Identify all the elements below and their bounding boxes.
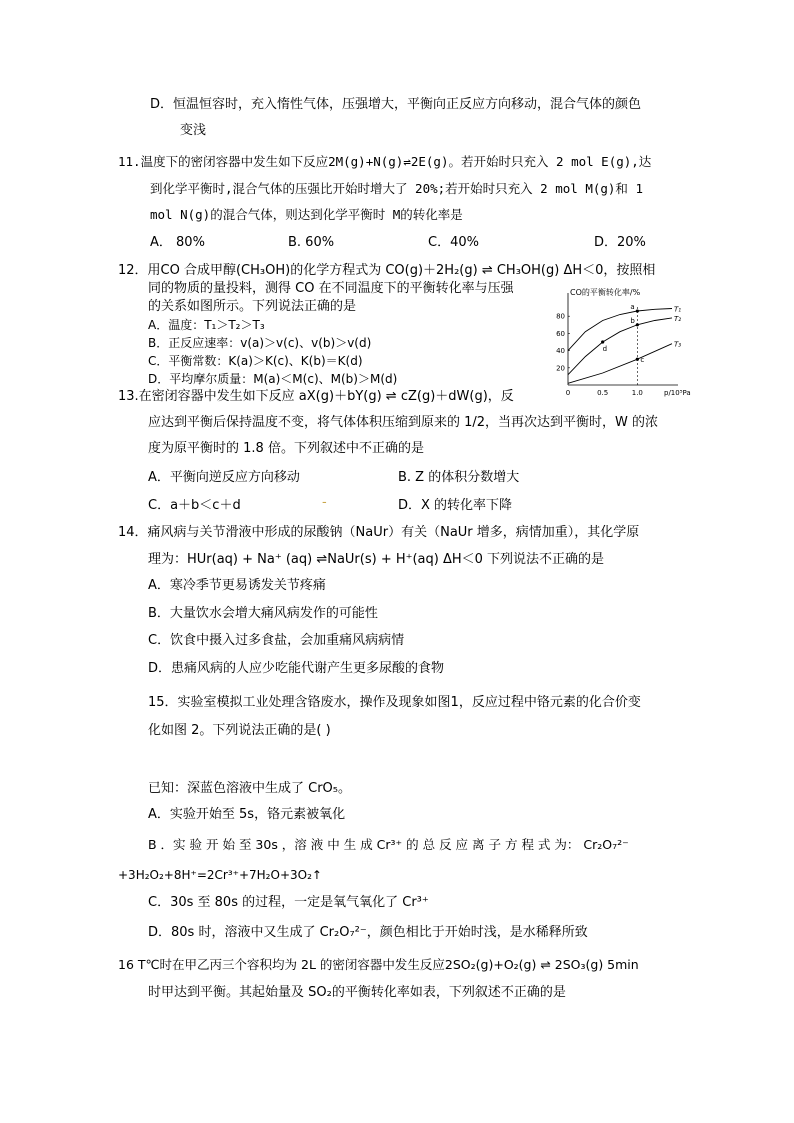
y-tick-label: 40 (556, 347, 565, 356)
q13-option-a: A．平衡向逆反应方向移动 (148, 470, 300, 485)
stray-dash-mark: - (322, 495, 327, 510)
q11-option-c: C．40% (428, 235, 479, 250)
q12-stem-line3: 的关系如图所示。下列说法正确的是 (148, 299, 357, 314)
q12-option-c: C．平衡常数：K(a)＞K(c)、K(b)＝K(d) (148, 354, 363, 368)
q13-stem-line2: 应达到平衡后保持温度不变，将气体体积压缩到原来的 1/2，当再次达到平衡时，W 的浓 (148, 415, 659, 430)
co-conversion-chart (548, 285, 691, 405)
q14-option-c: C．饮食中摄入过多食盐，会加重痛风病病情 (148, 633, 405, 648)
x-tick-label: 0 (565, 389, 571, 397)
q13-option-b: B. Z 的体积分数增大 (398, 470, 520, 485)
q15-known: 已知：深蓝色溶液中生成了 CrO₅。 (148, 781, 351, 796)
q11-stem-line3: mol N(g)的混合气体，则达到化学平衡时 M的转化率是 (150, 207, 463, 222)
q15-option-a: A．实验开始至 5s，铬元素被氧化 (148, 807, 346, 822)
q14-stem-line2: 理为：HUr(aq) + Na⁺ (aq) ⇌NaUr(s) + H⁺(aq) ΔH＜0 下列说法不正确的是 (148, 552, 605, 567)
q10-option-d-line1: D．恒温恒容时，充入惰性气体，压强增大，平衡向正反应方向移动，混合气体的颜色 (150, 97, 642, 112)
q15-stem-line2: 化如图 2。下列说法正确的是( ) (148, 723, 331, 738)
q13-stem-line1: 13.在密闭容器中发生如下反应 aX(g)＋bY(g) ⇌ cZ(g)＋dW(g)，反 (118, 389, 514, 404)
q14-option-b: B．大量饮水会增大痛风病发作的可能性 (148, 606, 378, 621)
point-d (601, 340, 604, 343)
q10-option-d-line2: 变浅 (180, 123, 207, 138)
q15-stem-line1: 15．实验室模拟工业处理含铬废水，操作及现象如图1，反应过程中铬元素的化合价变 (148, 695, 641, 710)
q13-option-d: D．X 的转化率下降 (398, 498, 513, 513)
q11-stem-line1: 11.温度下的密闭容器中发生如下反应2M(g)+N(g)⇌2E(g)。若开始时只充入 2 mol E(g),达 (118, 154, 652, 169)
q13-option-c: C．a＋b＜c＋d (148, 498, 241, 513)
q12-stem-line1: 12．用CO 合成甲醇(CH₃OH)的化学方程式为 CO(g)＋2H₂(g) ⇌ CH₃OH(g) ΔH＜0，按照相 (118, 263, 656, 278)
series-label-3: T₃ (674, 340, 682, 349)
series-line-3 (568, 344, 672, 384)
q11-option-a: A． 80% (150, 235, 205, 250)
q15-option-b-line2: +3H₂O₂+8H⁺=2Cr³⁺+7H₂O+3O₂↑ (118, 868, 322, 882)
q11-option-b: B. 60% (288, 235, 335, 250)
point-c (636, 358, 639, 361)
q14-option-a: A．寒冷季节更易诱发关节疼痛 (148, 578, 326, 593)
point-label-a: a (630, 303, 635, 312)
q12-option-d: D．平均摩尔质量：M(a)＜M(c)、M(b)＞M(d) (148, 372, 398, 386)
q11-option-d: D．20% (594, 235, 646, 250)
q14-stem-line1: 14．痛风病与关节滑液中形成的尿酸钠（NaUr）有关（NaUr 增多，病情加重），其化学原 (118, 525, 640, 540)
series-line-1 (568, 309, 672, 351)
point-b (636, 323, 639, 326)
point-label-d: d (602, 345, 608, 353)
q16-stem-line2: 时甲达到平衡。其起始量及 SO₂的平衡转化率如表，下列叙述不正确的是 (148, 985, 566, 1000)
q15-option-c: C．30s 至 80s 的过程，一定是氧气氧化了 Cr³⁺ (148, 895, 429, 910)
chart-title: CO的平衡转化率/% (570, 288, 641, 297)
point-label-c: c (640, 356, 645, 365)
series-label-2: T₂ (674, 314, 682, 323)
x-tick-label: 1.0 (631, 389, 643, 397)
q12-stem-line2: 同的物质的量投料，测得 CO 在不同温度下的平衡转化率与压强 (148, 281, 514, 296)
q15-option-b-line1: B ．实 验 开 始 至 30s ，溶 液 中 生 成 Cr³⁺ 的 总 反 应 离 子 方 程 式 为： Cr₂O₇²⁻ (148, 837, 629, 852)
y-tick-label: 60 (556, 329, 565, 338)
x-axis-label: p/10⁵Pa (664, 389, 691, 397)
q14-option-d: D．患痛风病的人应少吃能代谢产生更多尿酸的食物 (148, 661, 445, 676)
chart-root (556, 287, 691, 397)
x-tick-label: 0.5 (597, 389, 609, 397)
point-a (636, 309, 639, 312)
q12-option-b: B．正反应速率：v(a)＞v(c)、v(b)＞v(d) (148, 336, 372, 350)
point-label-b: b (630, 316, 635, 325)
q16-stem-line1: 16 T℃时在甲乙丙三个容积均为 2L 的密闭容器中发生反应2SO₂(g)+O₂(g) ⇌ 2SO₃(g) 5min (118, 957, 639, 972)
series-label-1: T₁ (674, 305, 682, 314)
q12-option-a: A．温度：T₁＞T₂＞T₃ (148, 318, 265, 332)
q15-option-d: D．80s 时，溶液中又生成了 Cr₂O₇²⁻，颜色相比于开始时浅，是水稀释所致 (148, 925, 588, 940)
y-tick-label: 80 (556, 312, 565, 321)
q13-stem-line3: 度为原平衡时的 1.8 倍。下列叙述中不正确的是 (148, 441, 424, 456)
q11-stem-line2: 到化学平衡时,混合气体的压强比开始时增大了 20%;若开始时只充入 2 mol M(g)和 1 (150, 181, 643, 196)
y-tick-label: 20 (556, 364, 565, 373)
